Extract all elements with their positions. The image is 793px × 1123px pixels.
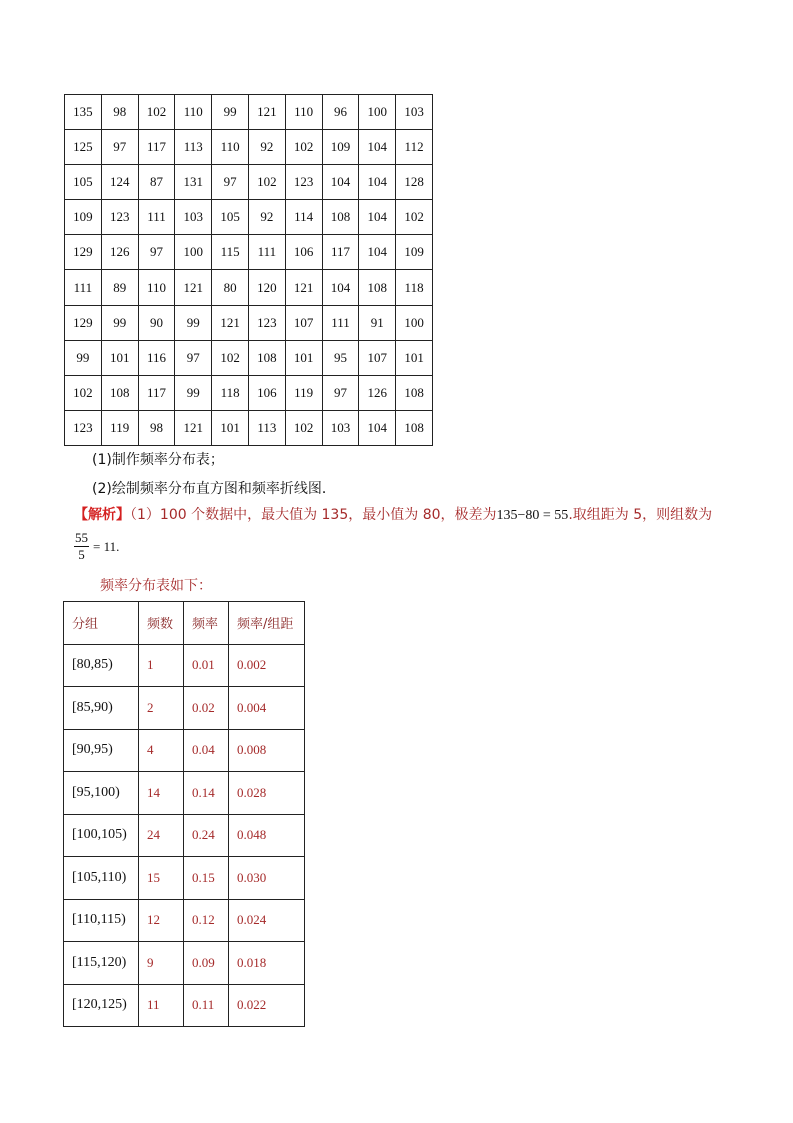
data-cell: 120 <box>248 270 285 305</box>
data-cell: 99 <box>101 305 138 340</box>
data-cell: 121 <box>285 270 322 305</box>
data-cell: 124 <box>101 165 138 200</box>
data-cell: 117 <box>138 375 175 410</box>
data-cell: 104 <box>359 200 396 235</box>
data-cell: 101 <box>101 340 138 375</box>
group-cell: [90,95) <box>64 729 139 772</box>
header-cell: 频率/组距 <box>229 602 305 645</box>
group-cell: [115,120) <box>64 942 139 985</box>
data-cell: 123 <box>65 410 102 445</box>
solution-text: （1）100 个数据中，最大值为 135，最小值为 80，极差为 <box>130 507 497 523</box>
data-cell: 102 <box>285 130 322 165</box>
solution-line <box>74 504 712 524</box>
frequency-row <box>64 942 305 985</box>
data-cell: 97 <box>175 340 212 375</box>
data-cell: 108 <box>396 410 433 445</box>
question-2: (2)绘制频率分布直方图和频率折线图． <box>92 481 336 497</box>
raw-data-table <box>64 94 433 446</box>
value-cell: 0.01 <box>184 644 229 687</box>
value-cell: 0.02 <box>184 687 229 730</box>
data-cell: 135 <box>65 95 102 130</box>
value-cell: 2 <box>139 687 184 730</box>
data-cell: 101 <box>396 340 433 375</box>
question-1: (1)制作频率分布表； <box>92 452 224 468</box>
data-cell: 107 <box>285 305 322 340</box>
data-cell: 80 <box>212 270 249 305</box>
data-cell: 100 <box>359 95 396 130</box>
frequency-table-body <box>64 602 305 1027</box>
frequency-row <box>64 857 305 900</box>
data-cell: 121 <box>175 270 212 305</box>
data-cell: 96 <box>322 95 359 130</box>
data-cell: 92 <box>248 130 285 165</box>
data-cell: 119 <box>285 375 322 410</box>
data-cell: 102 <box>212 340 249 375</box>
data-cell: 105 <box>212 200 249 235</box>
data-cell: 109 <box>322 130 359 165</box>
value-cell: 0.11 <box>184 984 229 1027</box>
data-cell: 126 <box>359 375 396 410</box>
value-cell: 0.002 <box>229 644 305 687</box>
data-cell: 110 <box>175 95 212 130</box>
data-cell: 110 <box>285 95 322 130</box>
group-cell: [100,105) <box>64 814 139 857</box>
group-cell: [85,90) <box>64 687 139 730</box>
value-cell: 0.09 <box>184 942 229 985</box>
value-cell: 1 <box>139 644 184 687</box>
data-cell: 98 <box>101 95 138 130</box>
group-cell: [120,125) <box>64 984 139 1027</box>
data-cell: 104 <box>359 165 396 200</box>
data-cell: 118 <box>212 375 249 410</box>
data-cell: 129 <box>65 235 102 270</box>
data-cell: 104 <box>322 165 359 200</box>
data-cell: 108 <box>101 375 138 410</box>
data-cell: 106 <box>248 375 285 410</box>
data-cell: 107 <box>359 340 396 375</box>
value-cell: 0.030 <box>229 857 305 900</box>
group-count-fraction <box>74 530 119 563</box>
data-cell: 91 <box>359 305 396 340</box>
data-cell: 109 <box>396 235 433 270</box>
data-cell: 117 <box>322 235 359 270</box>
data-cell: 128 <box>396 165 433 200</box>
frequency-row <box>64 729 305 772</box>
group-cell: [80,85) <box>64 644 139 687</box>
data-cell: 99 <box>65 340 102 375</box>
data-cell: 108 <box>248 340 285 375</box>
value-cell: 0.004 <box>229 687 305 730</box>
data-cell: 117 <box>138 130 175 165</box>
data-cell: 102 <box>65 375 102 410</box>
data-cell: 104 <box>359 410 396 445</box>
data-cell: 97 <box>101 130 138 165</box>
data-row <box>65 95 433 130</box>
table-intro: 频率分布表如下： <box>100 578 212 594</box>
value-cell: 0.018 <box>229 942 305 985</box>
group-cell: [110,115) <box>64 899 139 942</box>
value-cell: 0.024 <box>229 899 305 942</box>
fraction-numerator: 55 <box>75 530 88 545</box>
data-row <box>65 235 433 270</box>
data-cell: 95 <box>322 340 359 375</box>
fraction-denominator: 5 <box>78 547 85 562</box>
data-cell: 97 <box>138 235 175 270</box>
value-cell: 15 <box>139 857 184 900</box>
data-cell: 111 <box>322 305 359 340</box>
data-row <box>65 200 433 235</box>
data-cell: 104 <box>359 235 396 270</box>
data-row <box>65 130 433 165</box>
data-cell: 114 <box>285 200 322 235</box>
value-cell: 0.04 <box>184 729 229 772</box>
value-cell: 12 <box>139 899 184 942</box>
data-cell: 123 <box>101 200 138 235</box>
header-cell: 分组 <box>64 602 139 645</box>
data-cell: 118 <box>396 270 433 305</box>
value-cell: 0.008 <box>229 729 305 772</box>
data-cell: 90 <box>138 305 175 340</box>
data-cell: 111 <box>65 270 102 305</box>
solution-expr: 135−80 = 55 <box>496 508 569 523</box>
group-cell: [105,110) <box>64 857 139 900</box>
data-cell: 123 <box>285 165 322 200</box>
data-cell: 102 <box>285 410 322 445</box>
data-row <box>65 305 433 340</box>
value-cell: 0.048 <box>229 814 305 857</box>
data-cell: 102 <box>248 165 285 200</box>
solution-text-2: .取组距为 5，则组数为 <box>568 507 713 523</box>
data-cell: 98 <box>138 410 175 445</box>
data-cell: 108 <box>322 200 359 235</box>
data-cell: 112 <box>396 130 433 165</box>
data-cell: 105 <box>65 165 102 200</box>
data-cell: 99 <box>175 305 212 340</box>
data-cell: 100 <box>175 235 212 270</box>
data-cell: 108 <box>359 270 396 305</box>
data-cell: 109 <box>65 200 102 235</box>
frequency-table-header <box>64 602 305 645</box>
data-cell: 97 <box>212 165 249 200</box>
frequency-row <box>64 644 305 687</box>
solution-label: 【解析】 <box>74 507 130 523</box>
data-cell: 129 <box>65 305 102 340</box>
data-cell: 111 <box>248 235 285 270</box>
frequency-row <box>64 687 305 730</box>
data-cell: 97 <box>322 375 359 410</box>
frequency-row <box>64 899 305 942</box>
data-cell: 116 <box>138 340 175 375</box>
raw-data-body <box>65 95 433 446</box>
data-cell: 101 <box>285 340 322 375</box>
data-cell: 89 <box>101 270 138 305</box>
data-row <box>65 410 433 445</box>
value-cell: 0.15 <box>184 857 229 900</box>
data-cell: 113 <box>248 410 285 445</box>
value-cell: 0.12 <box>184 899 229 942</box>
data-row <box>65 165 433 200</box>
data-cell: 100 <box>396 305 433 340</box>
data-cell: 104 <box>322 270 359 305</box>
fraction-result: = 11. <box>93 538 120 554</box>
header-cell: 频数 <box>139 602 184 645</box>
data-cell: 99 <box>175 375 212 410</box>
data-cell: 104 <box>359 130 396 165</box>
data-cell: 108 <box>396 375 433 410</box>
group-cell: [95,100) <box>64 772 139 815</box>
data-cell: 103 <box>322 410 359 445</box>
value-cell: 11 <box>139 984 184 1027</box>
data-cell: 102 <box>396 200 433 235</box>
data-cell: 126 <box>101 235 138 270</box>
data-cell: 110 <box>138 270 175 305</box>
frequency-table <box>63 601 305 1027</box>
data-cell: 125 <box>65 130 102 165</box>
data-cell: 121 <box>248 95 285 130</box>
data-cell: 106 <box>285 235 322 270</box>
data-cell: 115 <box>212 235 249 270</box>
data-cell: 87 <box>138 165 175 200</box>
frequency-row <box>64 814 305 857</box>
data-cell: 110 <box>212 130 249 165</box>
data-cell: 123 <box>248 305 285 340</box>
data-cell: 92 <box>248 200 285 235</box>
data-row <box>65 270 433 305</box>
value-cell: 0.24 <box>184 814 229 857</box>
value-cell: 0.14 <box>184 772 229 815</box>
data-cell: 103 <box>396 95 433 130</box>
data-row <box>65 340 433 375</box>
frequency-row <box>64 772 305 815</box>
data-cell: 119 <box>101 410 138 445</box>
data-cell: 121 <box>212 305 249 340</box>
value-cell: 14 <box>139 772 184 815</box>
data-cell: 111 <box>138 200 175 235</box>
data-cell: 99 <box>212 95 249 130</box>
value-cell: 9 <box>139 942 184 985</box>
data-cell: 101 <box>212 410 249 445</box>
data-row <box>65 375 433 410</box>
header-cell: 频率 <box>184 602 229 645</box>
value-cell: 24 <box>139 814 184 857</box>
data-cell: 121 <box>175 410 212 445</box>
data-cell: 102 <box>138 95 175 130</box>
data-cell: 131 <box>175 165 212 200</box>
value-cell: 4 <box>139 729 184 772</box>
value-cell: 0.028 <box>229 772 305 815</box>
data-cell: 103 <box>175 200 212 235</box>
data-cell: 113 <box>175 130 212 165</box>
frequency-row <box>64 984 305 1027</box>
value-cell: 0.022 <box>229 984 305 1027</box>
